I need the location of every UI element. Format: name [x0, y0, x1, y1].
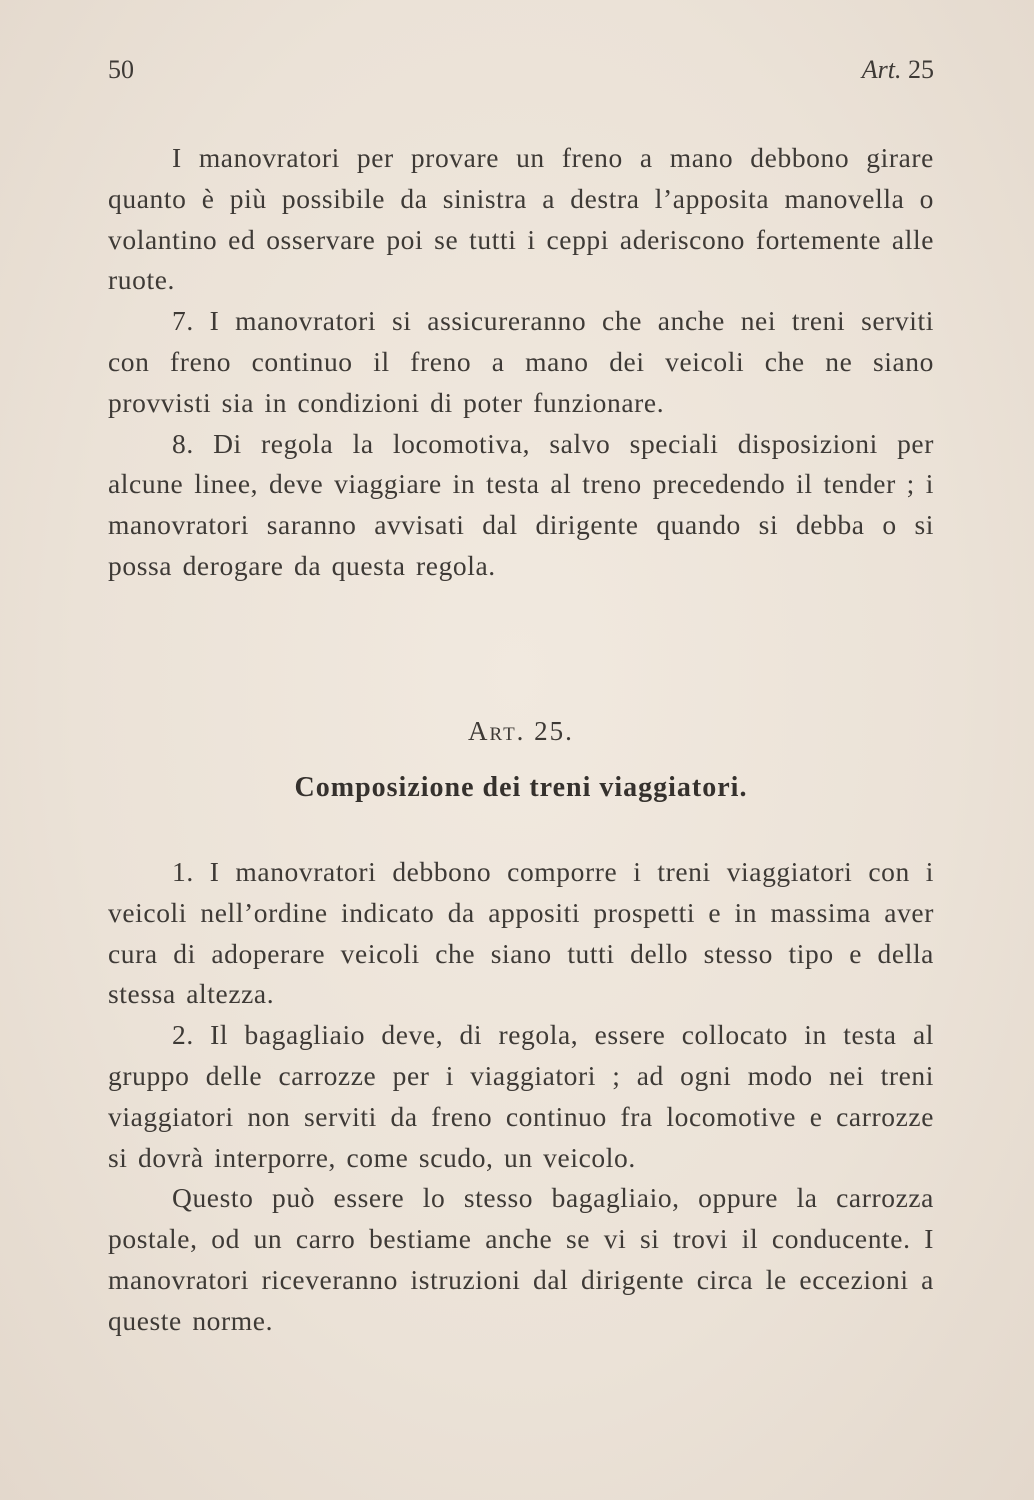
paragraph: Questo può essere lo stesso bagagliaio, oppure la carrozza postale, od un carro bestiame anche se vi si trovi il conducente. I manovratori riceveranno istruzioni dal dirigente circa le eccezioni a queste norme. [108, 1182, 934, 1336]
running-head [108, 55, 934, 95]
continued-article-text [108, 138, 934, 587]
paragraph: 7. I manovratori si assicureranno che anche nei treni serviti con freno continuo il freno a mano dei veicoli che ne siano provvisti sia in condizioni di poter funzionare. [108, 305, 934, 418]
paragraph: 2. Il bagagliaio deve, di regola, essere collocato in testa al gruppo delle carrozze per i viaggiatori ; ad ogni modo nei treni viaggiatori non serviti da freno continuo fra locomotive e carrozze si dovrà interporre, come scudo, un veicolo. [108, 1019, 934, 1173]
running-article-reference [862, 55, 934, 85]
paragraph: 1. I manovratori debbono comporre i treni viaggiatori con i veicoli nell’ordine indicato da appositi prospetti e in massima aver cura di adoperare veicoli che siano tutti dello stesso tipo e della stessa altezza. [108, 856, 934, 1010]
paragraph: I manovratori per provare un freno a mano debbono girare quanto è più possibile da sinistra a destra l’apposita manovella o volantino ed osservare poi se tutti i ceppi aderiscono fortemente alle ruote. [108, 142, 934, 296]
article-heading: Art. 25. [468, 716, 574, 746]
article-25-text [108, 852, 934, 1342]
running-article-number: 25 [908, 55, 934, 84]
page-number: 50 [108, 55, 134, 84]
running-article-label: Art. [861, 55, 902, 84]
paragraph: 8. Di regola la locomotiva, salvo speciali disposizioni per alcune linee, deve viaggiare in testa al treno precedendo il tender ; i manovratori saranno avvisati dal dirigente quando si debba o si possa derogare da questa regola. [108, 427, 934, 581]
section-title: Composizione dei treni viaggiatori. [294, 772, 748, 803]
